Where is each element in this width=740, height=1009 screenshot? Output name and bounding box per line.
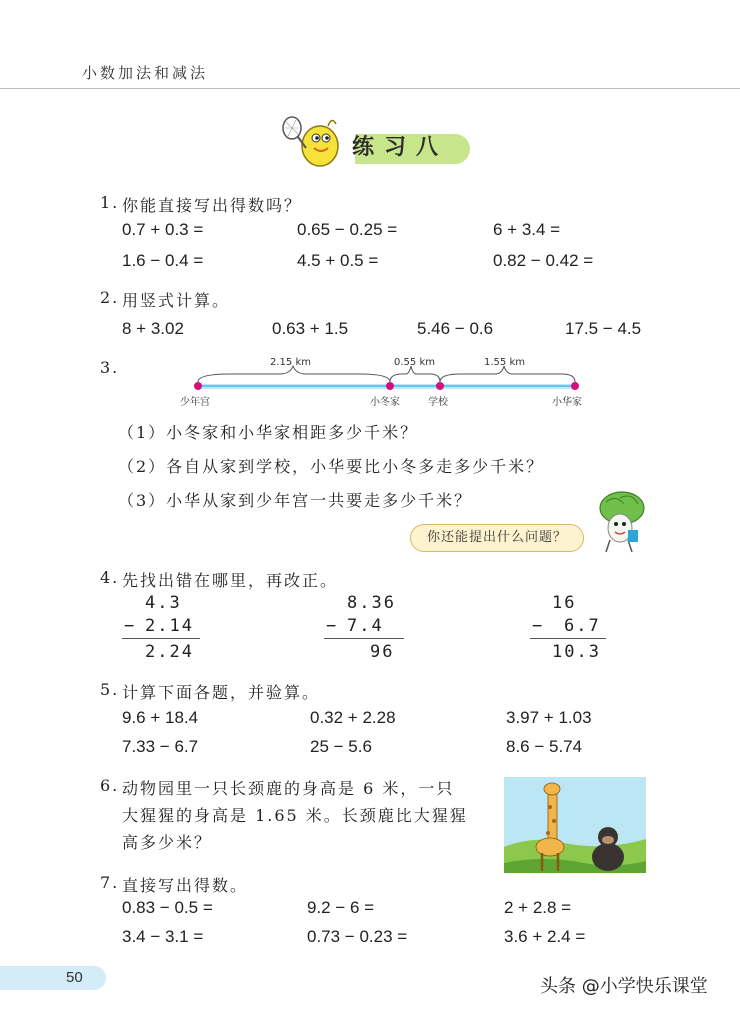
q5-item: 25 − 5.6: [310, 737, 372, 756]
vertical-result: 10.3: [552, 642, 601, 662]
q4-prompt: 先找出错在哪里，再改正。: [122, 571, 339, 590]
q7-prompt: 直接写出得数。: [122, 876, 249, 895]
q1-prompt: 你能直接写出得数吗？: [122, 196, 303, 215]
vertical-bottom: 7.4: [347, 616, 384, 636]
vertical-rule: [122, 638, 200, 639]
place-label: 小华家: [552, 397, 582, 408]
vertical-rule: [530, 638, 606, 639]
q2-prompt: 用竖式计算。: [122, 291, 231, 310]
place-label: 小冬家: [370, 397, 400, 408]
q1-item: 1.6 − 0.4 =: [122, 251, 204, 270]
q7-item: 9.2 − 6 =: [307, 898, 375, 917]
q7-item: 3.6 + 2.4 =: [504, 927, 586, 946]
q4-number: 4.: [100, 568, 120, 587]
q5-item: 9.6 + 18.4: [122, 708, 199, 727]
q5-number: 5.: [100, 680, 120, 699]
q3-sub: （1）小冬家和小华家相距多少千米？: [118, 423, 419, 442]
vertical-bottom: 6.7: [564, 616, 601, 636]
vertical-top: 4.3: [145, 593, 182, 613]
q1-item: 6 + 3.4 =: [493, 220, 561, 239]
chapter-title: 小数加法和减法: [82, 64, 209, 82]
q6-line: 动物园里一只长颈鹿的身高是 6 米，一只: [122, 779, 455, 798]
q5-prompt: 计算下面各题，并验算。: [122, 683, 321, 702]
vertical-operator: −: [532, 616, 545, 636]
q7-item: 0.73 − 0.23 =: [307, 927, 408, 946]
q2-item: 5.46 − 0.6: [417, 319, 494, 338]
q6-line: 高多少米？: [122, 833, 213, 852]
vertical-rule: [324, 638, 404, 639]
q7-item: 2 + 2.8 =: [504, 898, 572, 917]
q3-number: 3.: [100, 358, 120, 377]
q6-number: 6.: [100, 776, 120, 795]
vertical-operator: −: [326, 616, 339, 636]
q2-number: 2.: [100, 288, 120, 307]
cabbage-mascot-icon: [590, 490, 650, 556]
vertical-result: 96: [370, 642, 395, 662]
page-number: 50: [66, 969, 83, 986]
q5-item: 7.33 − 6.7: [122, 737, 199, 756]
distance-label: 0.55 km: [394, 357, 435, 368]
q5-item: 3.97 + 1.03: [506, 708, 592, 727]
q1-item: 0.82 − 0.42 =: [493, 251, 594, 270]
q2-item: 0.63 + 1.5: [272, 319, 349, 338]
vertical-top: 16: [552, 593, 577, 613]
q3-sub: （2）各自从家到学校，小华要比小冬多走多少千米？: [118, 457, 545, 476]
q3-sub: （3）小华从家到少年宫一共要走多少千米？: [118, 491, 473, 510]
vertical-operator: −: [124, 616, 137, 636]
q2-item: 8 + 3.02: [122, 319, 184, 338]
giraffe-gorilla-illustration: [504, 777, 646, 873]
route-diagram: [190, 352, 590, 392]
distance-label: 2.15 km: [270, 357, 311, 368]
q1-number: 1.: [100, 193, 120, 212]
q5-item: 8.6 − 5.74: [506, 737, 583, 756]
place-label: 学校: [428, 397, 448, 408]
watermark: 头条 @小学快乐课堂: [540, 976, 708, 997]
header-divider: [0, 88, 740, 89]
page-number-band: [0, 966, 106, 990]
q1-item: 4.5 + 0.5 =: [297, 251, 379, 270]
place-label: 少年宫: [180, 397, 210, 408]
chick-mascot-icon: [276, 108, 346, 170]
q2-item: 17.5 − 4.5: [565, 319, 642, 338]
q7-item: 0.83 − 0.5 =: [122, 898, 213, 917]
distance-label: 1.55 km: [484, 357, 525, 368]
vertical-bottom: 2.14: [145, 616, 194, 636]
q6-line: 大猩猩的身高是 1.65 米。长颈鹿比大猩猩: [122, 806, 468, 825]
vertical-top: 8.36: [347, 593, 396, 613]
vertical-result: 2.24: [145, 642, 194, 662]
q1-item: 0.65 − 0.25 =: [297, 220, 398, 239]
q7-item: 3.4 − 3.1 =: [122, 927, 204, 946]
exercise-title: 练习八: [352, 135, 449, 160]
q7-number: 7.: [100, 873, 120, 892]
speech-bubble: 你还能提出什么问题？: [410, 524, 584, 552]
q5-item: 0.32 + 2.28: [310, 708, 396, 727]
q1-item: 0.7 + 0.3 =: [122, 220, 204, 239]
